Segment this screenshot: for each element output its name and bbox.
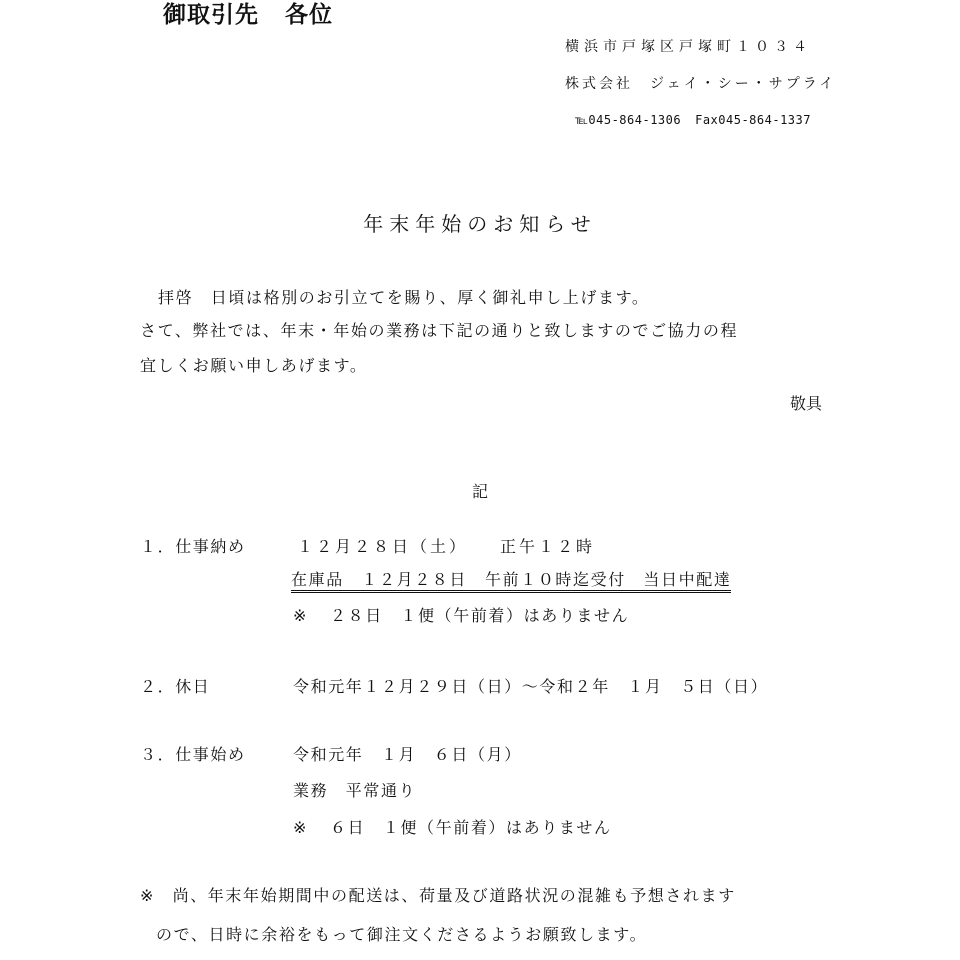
closing-keigu: 敬具 <box>789 394 822 413</box>
item-3-label: ３．仕事始め <box>140 745 246 764</box>
sender-tel: ℡045-864-1306 <box>575 113 682 127</box>
sender-company: 株式会社 ジェイ・シー・サプライ <box>565 76 837 92</box>
recipient-right: 各位 <box>285 2 333 28</box>
body-line-3: 宜しくお願い申しあげます。 <box>140 356 368 375</box>
item-1-label: １．仕事納め <box>140 537 246 556</box>
item-2-main: 令和元年１２月２９日（日）～令和２年 １月 ５日（日） <box>293 677 769 696</box>
item-1-sub-a: 在庫品 １２月２８日 <box>291 570 468 589</box>
item-2-label: ２．休日 <box>140 677 211 696</box>
item-3-note-text: ６日 １便（午前着）はありません <box>330 818 612 837</box>
sender-address: 横浜市戸塚区戸塚町１０３４ <box>565 39 812 55</box>
item-3-note-mark: ※ <box>293 818 309 837</box>
item-3-note <box>293 820 612 836</box>
item-1-note <box>293 608 629 624</box>
item-1-time: 正午１２時 <box>500 537 596 556</box>
recipient-left: 御取引先 <box>163 2 259 28</box>
body-line-2: さて、弊社では、年末・年始の業務は下記の通りと致しますのでご協力の程 <box>140 321 739 340</box>
document-title: 年末年始のお知らせ <box>363 212 597 236</box>
sender-fax: Fax045-864-1337 <box>695 113 811 127</box>
body-line-1: 拝啓 日頃は格別のお引立てを賜り、厚く御礼申し上げます。 <box>158 288 650 307</box>
item-1-date: １２月２８日（土） <box>297 537 469 556</box>
footer-note-line-1: ※ 尚、年末年始期間中の配送は、荷量及び道路状況の混雑も予想されます <box>140 886 736 905</box>
item-3-sub: 業務 平常通り <box>293 781 417 800</box>
footer-note-line-2: ので、日時に余裕をもって御注文くださるようお願致します。 <box>156 925 648 944</box>
item-1-note-mark: ※ <box>293 606 309 625</box>
ki-heading: 記 <box>471 482 488 501</box>
item-1-main <box>297 539 595 555</box>
item-3-main: 令和元年 １月 ６日（月） <box>293 745 522 764</box>
item-1-note-text: ２８日 １便（午前着）はありません <box>330 606 630 625</box>
item-1-sub-underlined <box>291 572 731 593</box>
item-1-sub-b: 午前１０時迄受付 当日中配達 <box>485 570 732 589</box>
sender-contact <box>575 114 811 126</box>
recipient-heading <box>163 4 333 27</box>
